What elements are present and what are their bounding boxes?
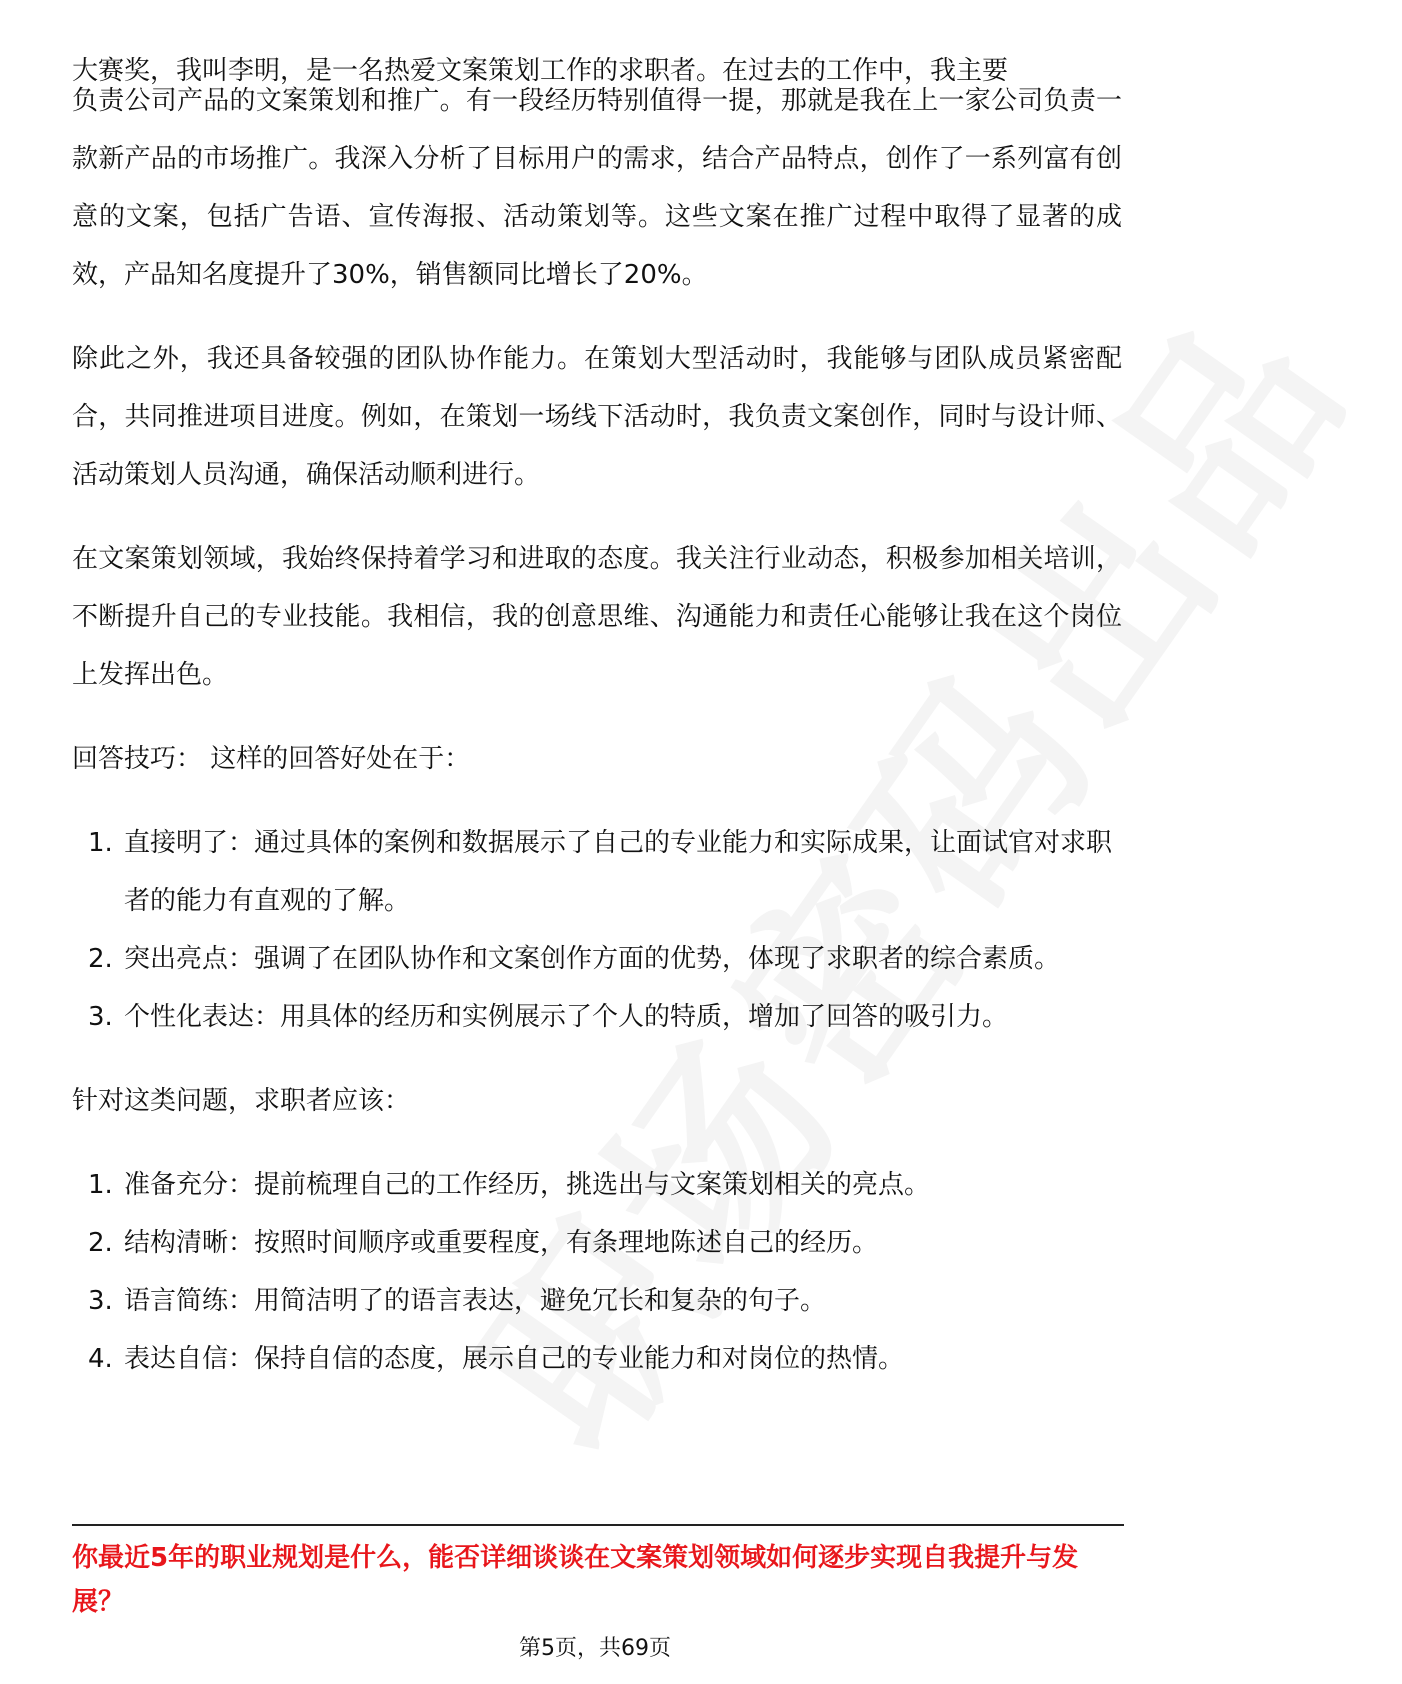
list-item-text: 结构清晰：按照时间顺序或重要程度，有条理地陈述自己的经历。 (124, 1228, 879, 1258)
list-item (72, 1156, 1122, 1214)
list-item-number: 1. (88, 828, 113, 858)
list-item-number: 2. (88, 1228, 113, 1258)
advice-heading: 针对这类问题，求职者应该： (72, 1086, 411, 1116)
list-item (72, 814, 1122, 930)
list-item (72, 1214, 1122, 1272)
list-item-number: 4. (88, 1344, 113, 1374)
list-item-number: 3. (88, 1286, 113, 1316)
paragraph-3: 在文案策划领域，我始终保持着学习和进取的态度。我关注行业动态，积极参加相关培训，不断提升自己的专业技能。我相信，我的创意思维、沟通能力和责任心能够让我在这个岗位上发挥出色。 (72, 544, 1122, 690)
tips-heading: 回答技巧： 这样的回答好处在于： (72, 744, 471, 774)
page-number: 第5页，共69页 (519, 1636, 671, 1661)
partial-top-line (72, 22, 1122, 86)
list-item-number: 1. (88, 1170, 113, 1200)
tips-list (72, 814, 1122, 1046)
section-divider (72, 1524, 1124, 1526)
list-item-text: 突出亮点：强调了在团队协作和文案创作方面的优势，体现了求职者的综合素质。 (124, 944, 1061, 974)
list-item-text: 表达自信：保持自信的态度，展示自己的专业能力和对岗位的热情。 (124, 1344, 905, 1374)
list-item-text: 语言简练：用简洁明了的语言表达，避免冗长和复杂的句子。 (124, 1286, 827, 1316)
list-item (72, 930, 1122, 988)
list-item (72, 988, 1122, 1046)
paragraph-2: 除此之外，我还具备较强的团队协作能力。在策划大型活动时，我能够与团队成员紧密配合，共同推进项目进度。例如，在策划一场线下活动时，我负责文案创作，同时与设计师、活动策划人员沟通，确保活动顺利进行。 (72, 344, 1122, 490)
document-body (72, 72, 1122, 1414)
list-item-number: 2. (88, 944, 113, 974)
next-question-heading: 你最近5年的职业规划是什么，能否详细谈谈在文案策划领域如何逐步实现自我提升与发展？ (72, 1543, 1079, 1617)
paragraph-1: 负责公司产品的文案策划和推广。有一段经历特别值得一提，那就是我在上一家公司负责一款新产品的市场推广。我深入分析了目标用户的需求，结合产品特点，创作了一系列富有创意的文案，包括广告语、宣传海报、活动策划等。这些文案在推广过程中取得了显著的成效，产品知名度提升了30%，销售额同比增长了20%。 (72, 86, 1122, 290)
advice-list (72, 1156, 1122, 1388)
list-item-text: 个性化表达：用具体的经历和实例展示了个人的特质，增加了回答的吸引力。 (124, 1002, 1009, 1032)
list-item-number: 3. (88, 1002, 113, 1032)
list-item (72, 1330, 1122, 1388)
partial-top-line-text: 大赛奖，我叫李明，是一名热爱文案策划工作的求职者。在过去的工作中，我主要 (72, 56, 1009, 86)
list-item (72, 1272, 1122, 1330)
list-item-text: 直接明了：通过具体的案例和数据展示了自己的专业能力和实际成果，让面试官对求职者的能力有直观的了解。 (124, 828, 1113, 916)
list-item-text: 准备充分：提前梳理自己的工作经历，挑选出与文案策划相关的亮点。 (124, 1170, 931, 1200)
